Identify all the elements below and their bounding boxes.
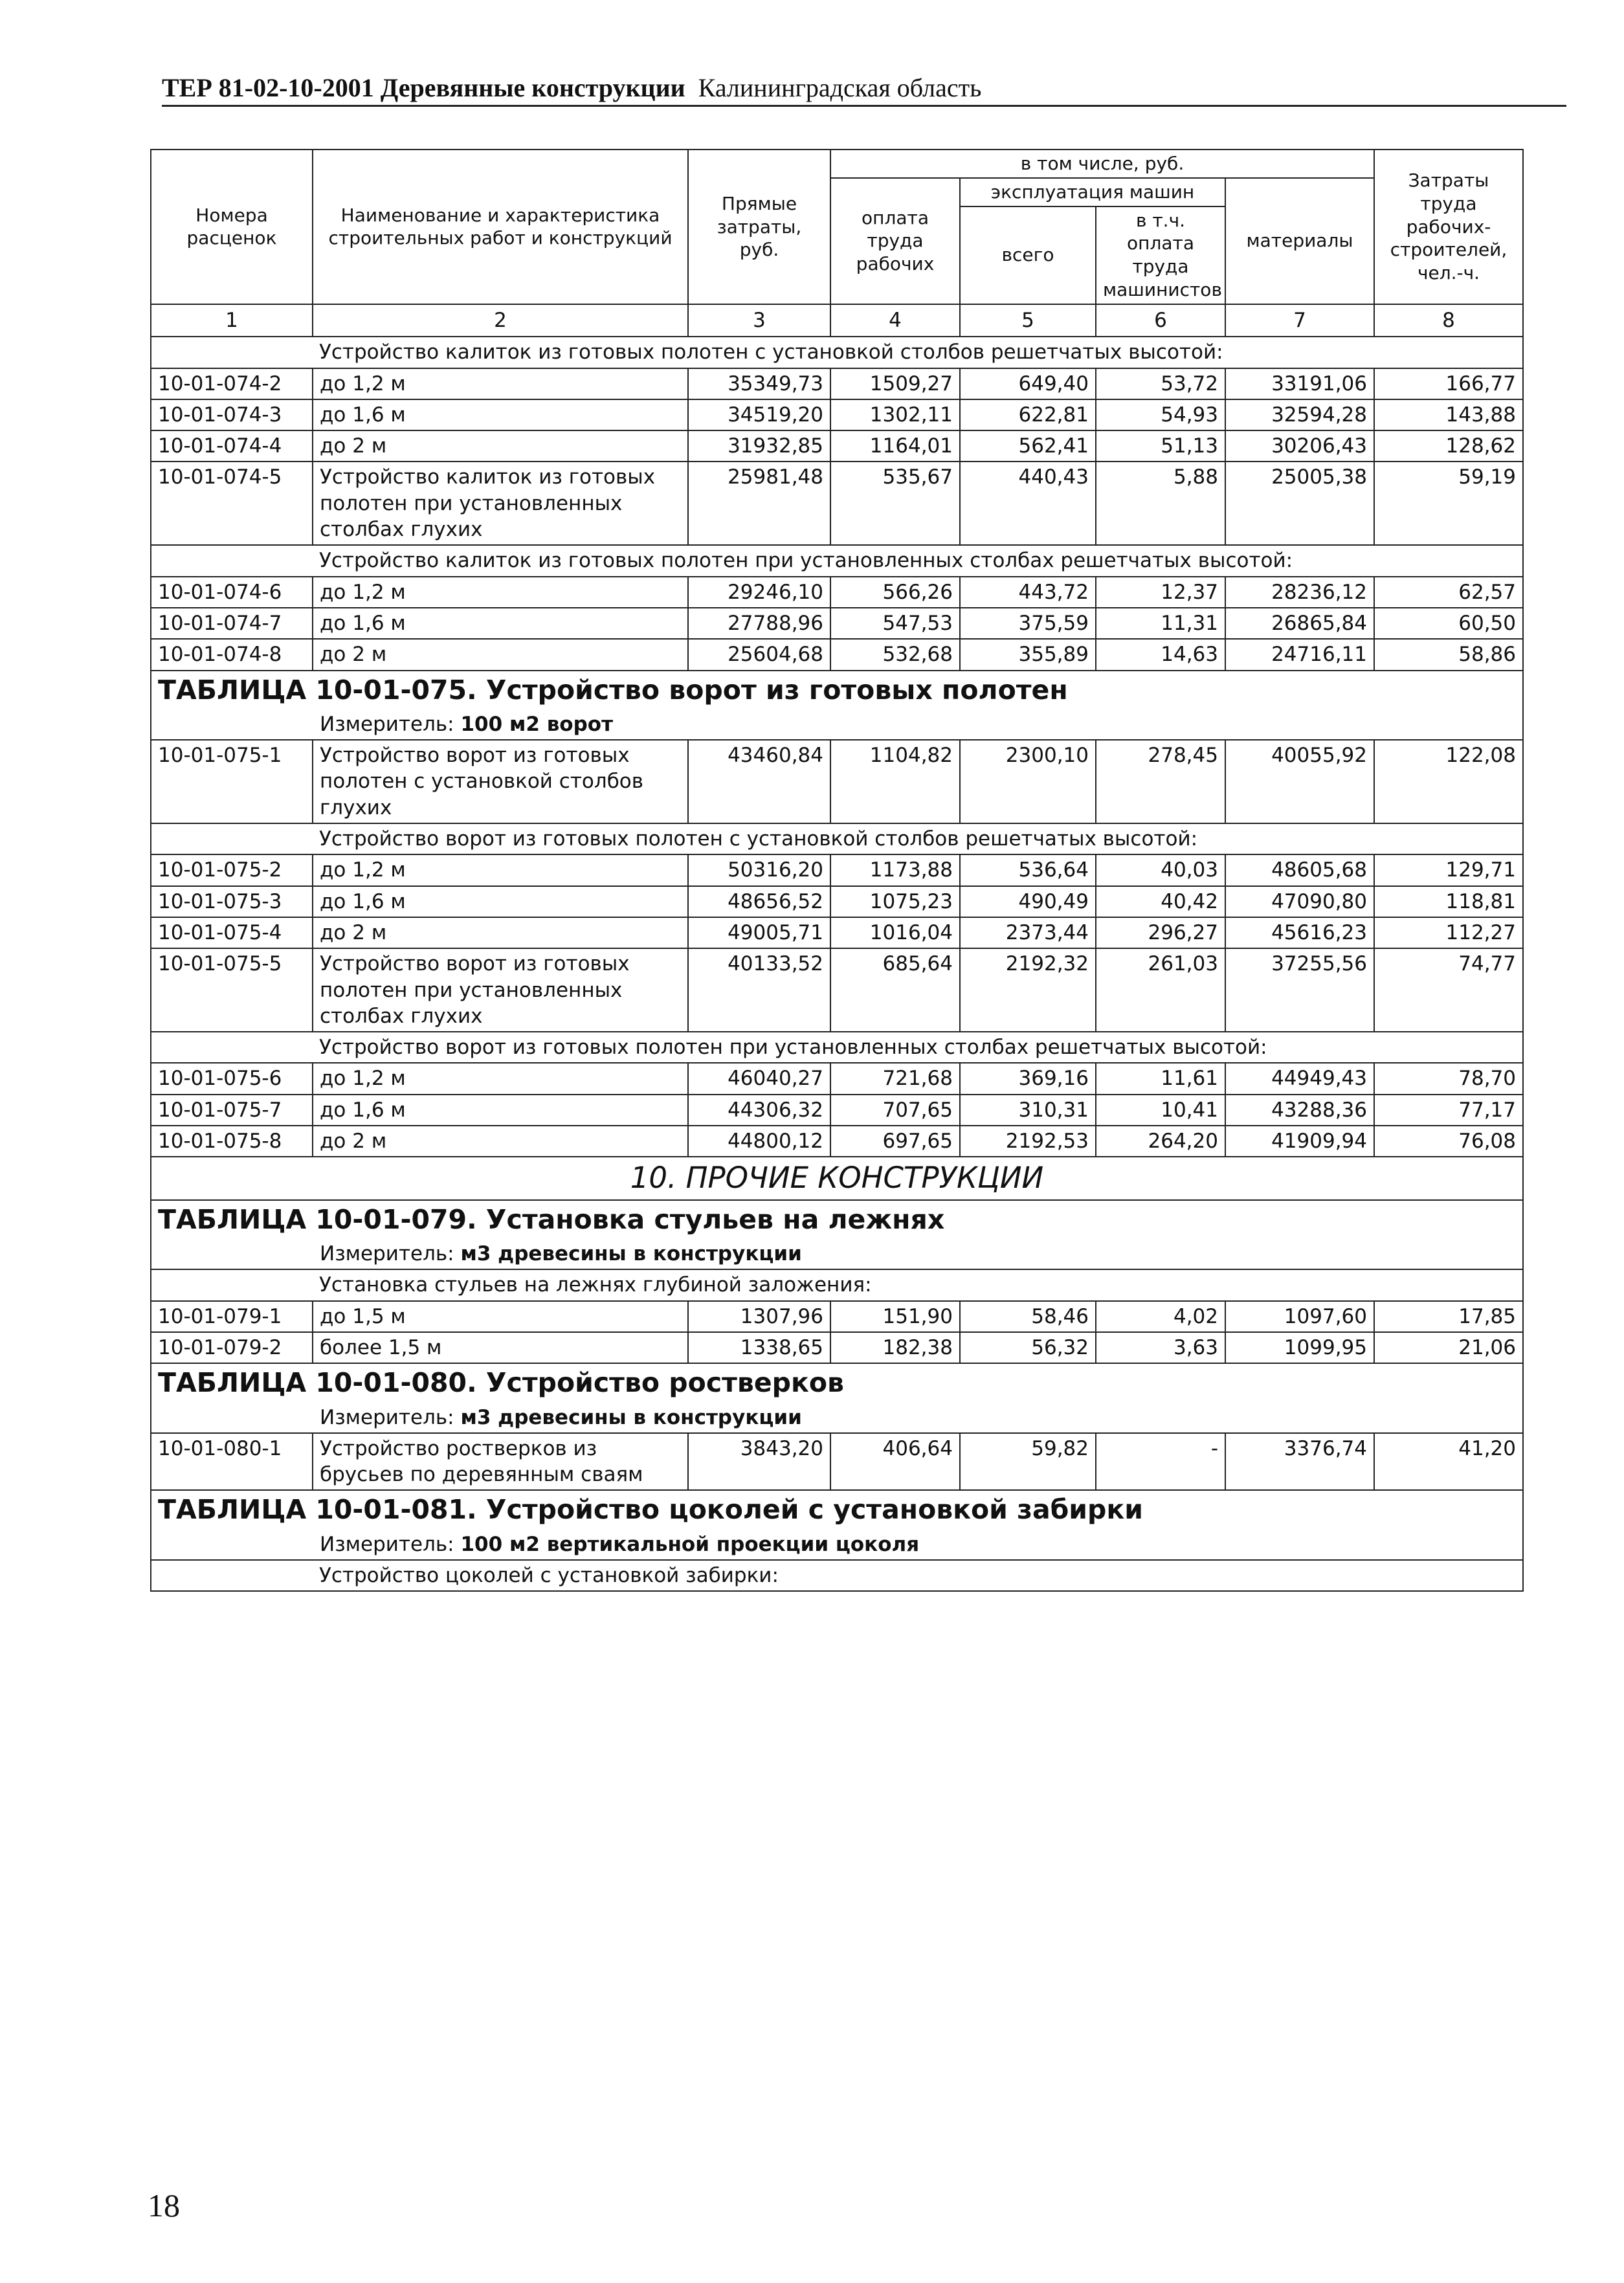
machines-total: 56,32	[960, 1332, 1096, 1363]
workers-pay: 685,64	[830, 948, 960, 1032]
workers-pay: 406,64	[830, 1433, 960, 1491]
direct-costs: 49005,71	[688, 917, 830, 948]
machines-total: 622,81	[960, 399, 1096, 430]
group-title: Устройство калиток из готовых полотен с установкой столбов решетчатых высотой:	[313, 337, 1523, 368]
work-description: до 1,2 м	[313, 1063, 688, 1094]
col-header-direct-costs: Прямые затраты, руб.	[688, 150, 830, 304]
workers-pay: 697,65	[830, 1126, 960, 1157]
workers-pay: 182,38	[830, 1332, 960, 1363]
column-number: 8	[1374, 304, 1523, 337]
operators-pay: 4,02	[1096, 1301, 1225, 1332]
table-row	[151, 1063, 1523, 1094]
machines-total: 649,40	[960, 368, 1096, 399]
rate-code: 10-01-075-8	[151, 1126, 313, 1157]
col-header-code: Номера расценок	[151, 150, 313, 304]
operators-pay: 40,03	[1096, 854, 1225, 885]
work-description: до 1,2 м	[313, 577, 688, 608]
machines-total: 2373,44	[960, 917, 1096, 948]
materials: 24716,11	[1225, 639, 1374, 670]
table-row	[151, 462, 1523, 545]
materials: 48605,68	[1225, 854, 1374, 885]
materials: 32594,28	[1225, 399, 1374, 430]
direct-costs: 46040,27	[688, 1063, 830, 1094]
column-number: 4	[830, 304, 960, 337]
workers-pay: 535,67	[830, 462, 960, 545]
meter-value: м3 древесины в конструкции	[460, 1405, 802, 1429]
workers-pay: 1173,88	[830, 854, 960, 885]
workers-pay: 707,65	[830, 1095, 960, 1126]
meter-label: Измеритель:	[320, 1405, 454, 1429]
meter-value: м3 древесины в конструкции	[460, 1242, 802, 1266]
table-row	[151, 740, 1523, 823]
machines-total: 443,72	[960, 577, 1096, 608]
workers-pay: 1016,04	[830, 917, 960, 948]
labor-hours: 59,19	[1374, 462, 1523, 545]
labor-hours: 60,50	[1374, 608, 1523, 639]
labor-hours: 118,81	[1374, 886, 1523, 917]
part-heading: 10. ПРОЧИЕ КОНСТРУКЦИИ	[151, 1157, 1523, 1200]
materials: 44949,43	[1225, 1063, 1374, 1094]
meter-row	[151, 1530, 1523, 1560]
rate-code: 10-01-074-6	[151, 577, 313, 608]
rate-code: 10-01-074-8	[151, 639, 313, 670]
table-body	[151, 337, 1523, 1591]
column-numbers-row	[151, 304, 1523, 337]
group-row	[151, 545, 1523, 576]
table-row	[151, 917, 1523, 948]
table-row	[151, 1433, 1523, 1491]
meter-cell	[151, 709, 1523, 740]
col-header-materials: материалы	[1225, 178, 1374, 304]
machines-total: 310,31	[960, 1095, 1096, 1126]
group-row	[151, 337, 1523, 368]
work-description: до 1,6 м	[313, 886, 688, 917]
labor-hours: 58,86	[1374, 639, 1523, 670]
materials: 41909,94	[1225, 1126, 1374, 1157]
operators-pay: 51,13	[1096, 430, 1225, 462]
workers-pay: 1075,23	[830, 886, 960, 917]
direct-costs: 29246,10	[688, 577, 830, 608]
document-code: ТЕР 81-02-10-2001 Деревянные конструкции	[162, 73, 685, 102]
table-row	[151, 1126, 1523, 1157]
col-header-workers-pay: оплата труда рабочих	[830, 178, 960, 304]
group-row	[151, 1560, 1523, 1591]
direct-costs: 25604,68	[688, 639, 830, 670]
work-description: до 1,6 м	[313, 1095, 688, 1126]
labor-hours: 21,06	[1374, 1332, 1523, 1363]
direct-costs: 44800,12	[688, 1126, 830, 1157]
work-description: Устройство ворот из готовых полотен с установкой столбов глухих	[313, 740, 688, 823]
labor-hours: 77,17	[1374, 1095, 1523, 1126]
machines-total: 2192,53	[960, 1126, 1096, 1157]
direct-costs: 34519,20	[688, 399, 830, 430]
group-title: Устройство ворот из готовых полотен с установкой столбов решетчатых высотой:	[313, 823, 1523, 854]
meter-cell	[151, 1403, 1523, 1433]
direct-costs: 43460,84	[688, 740, 830, 823]
group-title: Устройство цоколей с установкой забирки:	[313, 1560, 1523, 1591]
column-number: 3	[688, 304, 830, 337]
table-title-row	[151, 671, 1523, 709]
direct-costs: 31932,85	[688, 430, 830, 462]
machines-total: 2192,32	[960, 948, 1096, 1032]
table-row	[151, 1332, 1523, 1363]
direct-costs: 48656,52	[688, 886, 830, 917]
group-title: Устройство ворот из готовых полотен при установленных столбах решетчатых высотой:	[313, 1032, 1523, 1063]
labor-hours: 17,85	[1374, 1301, 1523, 1332]
running-header	[162, 72, 1566, 103]
work-description: до 2 м	[313, 639, 688, 670]
labor-hours: 129,71	[1374, 854, 1523, 885]
part-heading-row	[151, 1157, 1523, 1200]
operators-pay: 14,63	[1096, 639, 1225, 670]
col-header-operators-pay: в т.ч. оплата труда машинистов	[1096, 206, 1225, 304]
rate-code: 10-01-074-4	[151, 430, 313, 462]
direct-costs: 1307,96	[688, 1301, 830, 1332]
group-title: Установка стульев на лежнях глубиной заложения:	[313, 1269, 1523, 1300]
table-title-row	[151, 1363, 1523, 1402]
table-row	[151, 368, 1523, 399]
table-title: ТАБЛИЦА 10-01-079. Установка стульев на лежнях	[151, 1200, 1523, 1239]
work-description: до 1,6 м	[313, 399, 688, 430]
work-description: до 1,6 м	[313, 608, 688, 639]
direct-costs: 3843,20	[688, 1433, 830, 1491]
table-header	[151, 150, 1523, 304]
meter-row	[151, 1403, 1523, 1433]
table-row	[151, 1095, 1523, 1126]
group-title: Устройство калиток из готовых полотен при установленных столбах решетчатых высотой:	[313, 545, 1523, 576]
work-description: Устройство калиток из готовых полотен при установленных столбах глухих	[313, 462, 688, 545]
column-number: 6	[1096, 304, 1225, 337]
materials: 40055,92	[1225, 740, 1374, 823]
operators-pay: 10,41	[1096, 1095, 1225, 1126]
materials: 28236,12	[1225, 577, 1374, 608]
materials: 37255,56	[1225, 948, 1374, 1032]
empty-cell	[151, 337, 313, 368]
labor-hours: 166,77	[1374, 368, 1523, 399]
rate-code: 10-01-075-3	[151, 886, 313, 917]
work-description: Устройство ростверков из брусьев по деревянным сваям	[313, 1433, 688, 1491]
labor-hours: 41,20	[1374, 1433, 1523, 1491]
rate-code: 10-01-079-2	[151, 1332, 313, 1363]
work-description: Устройство ворот из готовых полотен при установленных столбах глухих	[313, 948, 688, 1032]
meter-label: Измеритель:	[320, 1532, 454, 1556]
rate-code: 10-01-075-4	[151, 917, 313, 948]
group-row	[151, 1269, 1523, 1300]
machines-total: 375,59	[960, 608, 1096, 639]
col-header-including: в том числе, руб.	[830, 150, 1374, 178]
labor-hours: 112,27	[1374, 917, 1523, 948]
table-row	[151, 886, 1523, 917]
meter-cell	[151, 1239, 1523, 1269]
rate-code: 10-01-074-5	[151, 462, 313, 545]
table-title-row	[151, 1490, 1523, 1529]
operators-pay: 11,31	[1096, 608, 1225, 639]
table-title: ТАБЛИЦА 10-01-080. Устройство ростверков	[151, 1363, 1523, 1402]
rate-code: 10-01-075-2	[151, 854, 313, 885]
materials: 45616,23	[1225, 917, 1374, 948]
page-number: 18	[148, 2187, 180, 2223]
column-number: 7	[1225, 304, 1374, 337]
work-description: более 1,5 м	[313, 1332, 688, 1363]
machines-total: 562,41	[960, 430, 1096, 462]
meter-row	[151, 1239, 1523, 1269]
workers-pay: 721,68	[830, 1063, 960, 1094]
machines-total: 490,49	[960, 886, 1096, 917]
workers-pay: 151,90	[830, 1301, 960, 1332]
meter-label: Измеритель:	[320, 712, 454, 736]
workers-pay: 1302,11	[830, 399, 960, 430]
workers-pay: 547,53	[830, 608, 960, 639]
machines-total: 2300,10	[960, 740, 1096, 823]
machines-total: 369,16	[960, 1063, 1096, 1094]
region-name: Калининградская область	[698, 73, 982, 102]
rate-code: 10-01-074-2	[151, 368, 313, 399]
machines-total: 355,89	[960, 639, 1096, 670]
work-description: до 2 м	[313, 430, 688, 462]
labor-hours: 143,88	[1374, 399, 1523, 430]
machines-total: 59,82	[960, 1433, 1096, 1491]
direct-costs: 25981,48	[688, 462, 830, 545]
labor-hours: 122,08	[1374, 740, 1523, 823]
workers-pay: 532,68	[830, 639, 960, 670]
machines-total: 440,43	[960, 462, 1096, 545]
machines-total: 536,64	[960, 854, 1096, 885]
meter-value: 100 м2 ворот	[460, 712, 614, 736]
rates-table	[150, 149, 1524, 1592]
operators-pay: 3,63	[1096, 1332, 1225, 1363]
rate-code: 10-01-079-1	[151, 1301, 313, 1332]
empty-cell	[151, 1032, 313, 1063]
operators-pay: 5,88	[1096, 462, 1225, 545]
col-header-machines: эксплуатация машин	[960, 178, 1225, 206]
col-header-name: Наименование и характеристика строительных работ и конструкций	[313, 150, 688, 304]
table-row	[151, 1301, 1523, 1332]
materials: 1097,60	[1225, 1301, 1374, 1332]
rate-code: 10-01-075-5	[151, 948, 313, 1032]
materials: 26865,84	[1225, 608, 1374, 639]
workers-pay: 1164,01	[830, 430, 960, 462]
group-row	[151, 823, 1523, 854]
direct-costs: 40133,52	[688, 948, 830, 1032]
machines-total: 58,46	[960, 1301, 1096, 1332]
direct-costs: 1338,65	[688, 1332, 830, 1363]
rate-code: 10-01-075-1	[151, 740, 313, 823]
materials: 30206,43	[1225, 430, 1374, 462]
materials: 25005,38	[1225, 462, 1374, 545]
table-title: ТАБЛИЦА 10-01-081. Устройство цоколей с установкой забирки	[151, 1490, 1523, 1529]
direct-costs: 44306,32	[688, 1095, 830, 1126]
operators-pay: 53,72	[1096, 368, 1225, 399]
materials: 3376,74	[1225, 1433, 1374, 1491]
rate-code: 10-01-075-7	[151, 1095, 313, 1126]
empty-cell	[151, 823, 313, 854]
direct-costs: 50316,20	[688, 854, 830, 885]
work-description: до 1,2 м	[313, 368, 688, 399]
rate-code: 10-01-074-7	[151, 608, 313, 639]
operators-pay: -	[1096, 1433, 1225, 1491]
table-row	[151, 854, 1523, 885]
materials: 1099,95	[1225, 1332, 1374, 1363]
labor-hours: 76,08	[1374, 1126, 1523, 1157]
table-row	[151, 399, 1523, 430]
materials: 47090,80	[1225, 886, 1374, 917]
empty-cell	[151, 545, 313, 576]
column-number: 1	[151, 304, 313, 337]
direct-costs: 27788,96	[688, 608, 830, 639]
rate-code: 10-01-080-1	[151, 1433, 313, 1491]
work-description: до 2 м	[313, 917, 688, 948]
col-header-labor: Затраты труда рабочих-строителей, чел.-ч.	[1374, 150, 1523, 304]
workers-pay: 1509,27	[830, 368, 960, 399]
meter-cell	[151, 1530, 1523, 1560]
table-row	[151, 577, 1523, 608]
work-description: до 1,5 м	[313, 1301, 688, 1332]
empty-cell	[151, 1269, 313, 1300]
workers-pay: 1104,82	[830, 740, 960, 823]
empty-cell	[151, 1560, 313, 1591]
operators-pay: 261,03	[1096, 948, 1225, 1032]
column-number: 2	[313, 304, 688, 337]
work-description: до 1,2 м	[313, 854, 688, 885]
meter-value: 100 м2 вертикальной проекции цоколя	[460, 1532, 920, 1556]
direct-costs: 35349,73	[688, 368, 830, 399]
operators-pay: 11,61	[1096, 1063, 1225, 1094]
table-row	[151, 430, 1523, 462]
group-row	[151, 1032, 1523, 1063]
operators-pay: 40,42	[1096, 886, 1225, 917]
operators-pay: 278,45	[1096, 740, 1225, 823]
workers-pay: 566,26	[830, 577, 960, 608]
labor-hours: 78,70	[1374, 1063, 1523, 1094]
table-row	[151, 608, 1523, 639]
rate-code: 10-01-074-3	[151, 399, 313, 430]
labor-hours: 74,77	[1374, 948, 1523, 1032]
col-header-machines-total: всего	[960, 206, 1096, 304]
materials: 43288,36	[1225, 1095, 1374, 1126]
meter-label: Измеритель:	[320, 1242, 454, 1266]
operators-pay: 264,20	[1096, 1126, 1225, 1157]
table-row	[151, 639, 1523, 670]
table-title-row	[151, 1200, 1523, 1239]
rates-table-container	[150, 149, 1522, 1592]
rate-code: 10-01-075-6	[151, 1063, 313, 1094]
meter-row	[151, 709, 1523, 740]
header-rule	[162, 105, 1566, 107]
labor-hours: 62,57	[1374, 577, 1523, 608]
labor-hours: 128,62	[1374, 430, 1523, 462]
operators-pay: 296,27	[1096, 917, 1225, 948]
operators-pay: 54,93	[1096, 399, 1225, 430]
materials: 33191,06	[1225, 368, 1374, 399]
work-description: до 2 м	[313, 1126, 688, 1157]
table-row	[151, 948, 1523, 1032]
table-title: ТАБЛИЦА 10-01-075. Устройство ворот из готовых полотен	[151, 671, 1523, 709]
operators-pay: 12,37	[1096, 577, 1225, 608]
column-number: 5	[960, 304, 1096, 337]
